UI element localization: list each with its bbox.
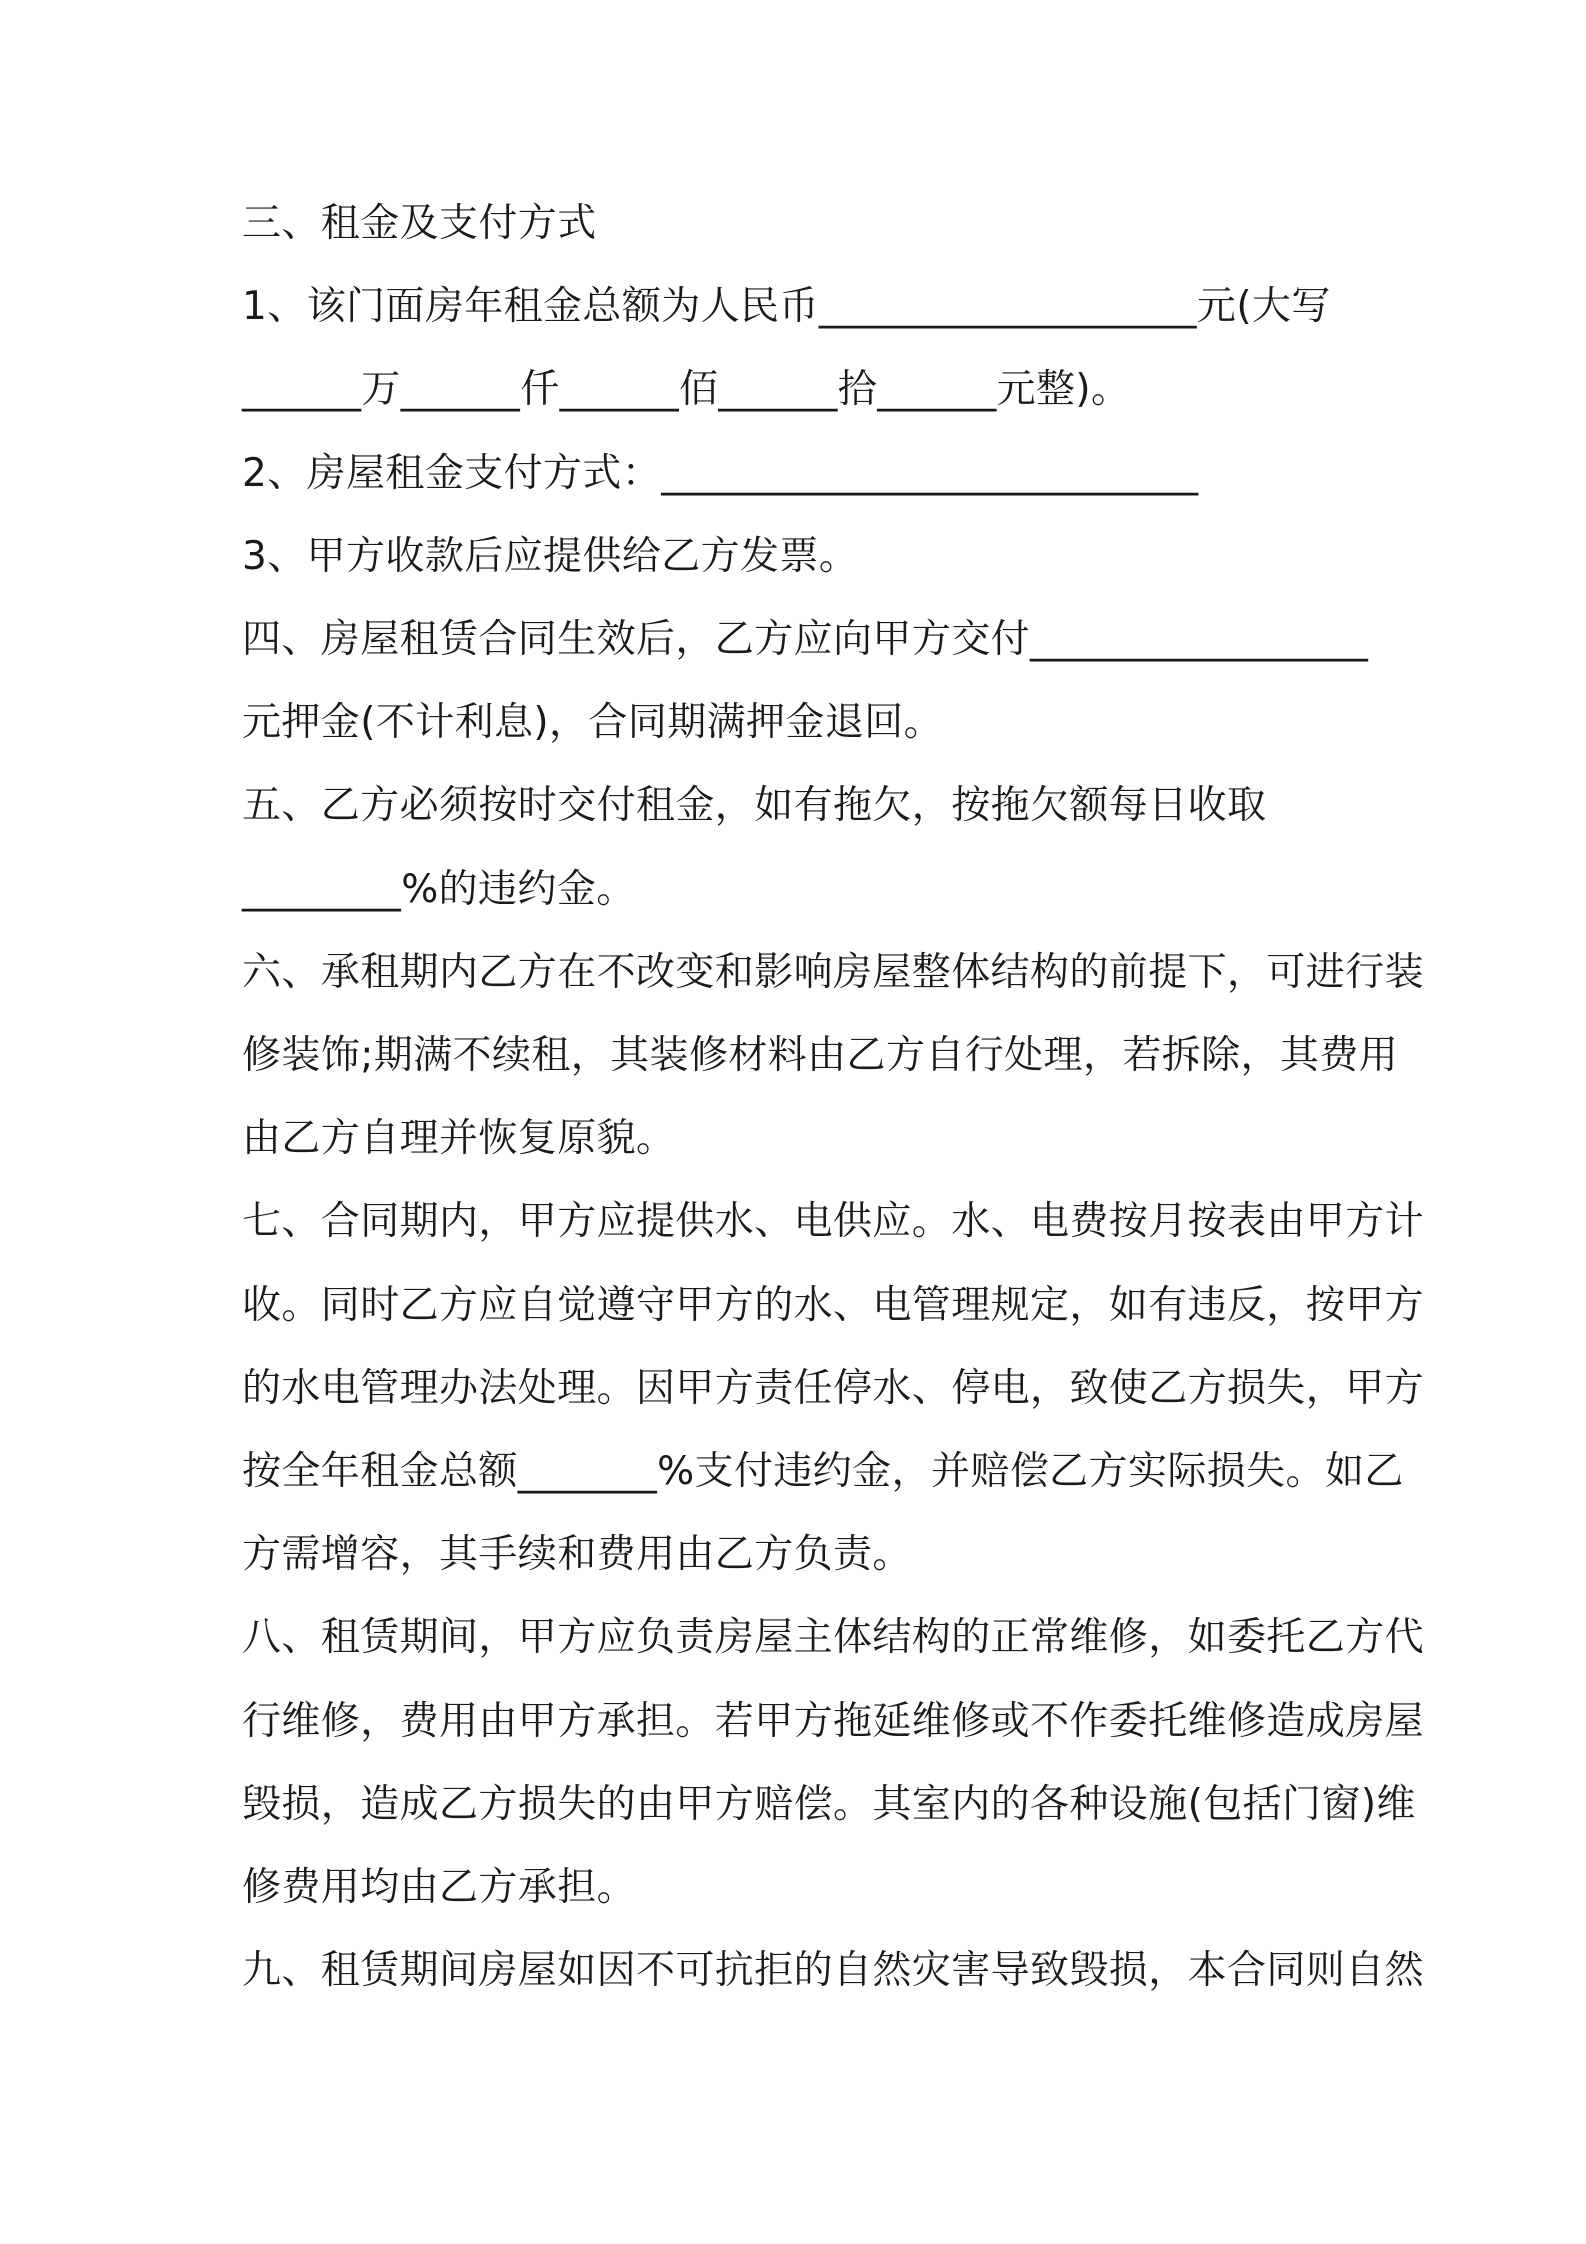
text-line: 由乙方自理并恢复原貌。 [242,1116,676,1161]
text-line: ______万______仟______佰______拾______元整)。 [242,367,1131,412]
text-line: 修装饰;期满不续租，其装修材料由乙方自行处理，若拆除，其费用 [242,1033,1399,1078]
text-line: 的水电管理办法处理。因甲方责任停水、停电，致使乙方损失，甲方 [242,1366,1425,1411]
text-line: 行维修，费用由甲方承担。若甲方拖延维修或不作委托维修造成房屋 [242,1699,1425,1744]
text-line: 修费用均由乙方承担。 [242,1865,637,1910]
text-line: 毁损，造成乙方损失的由甲方赔偿。其室内的各种设施(包括门窗)维 [242,1782,1416,1827]
text-line: 六、承租期内乙方在不改变和影响房屋整体结构的前提下，可进行装 [242,950,1425,995]
text-line: 2、房屋租金支付方式：___________________________ [242,451,1199,496]
text-line: 方需增容，其手续和费用由乙方负责。 [242,1532,912,1577]
text-line: 元押金(不计利息)，合同期满押金退回。 [242,700,944,745]
text-line: 五、乙方必须按时交付租金，如有拖欠，按拖欠额每日收取 [242,783,1267,828]
text-line: ________%的违约金。 [242,867,636,912]
text-line: 九、租赁期间房屋如因不可抗拒的自然灾害导致毁损，本合同则自然 [242,1948,1425,1993]
text-line: 收。同时乙方应自觉遵守甲方的水、电管理规定，如有违反，按甲方 [242,1283,1425,1328]
text-line: 3、甲方收款后应提供给乙方发票。 [242,534,859,579]
text-line: 七、合同期内，甲方应提供水、电供应。水、电费按月按表由甲方计 [242,1199,1425,1244]
section-heading-rent-payment: 三、租金及支付方式 [242,201,597,246]
text-line: 按全年租金总额_______%支付违约金，并赔偿乙方实际损失。如乙 [242,1449,1404,1494]
text-line: 八、租赁期间，甲方应负责房屋主体结构的正常维修，如委托乙方代 [242,1615,1425,1660]
text-line: 四、房屋租赁合同生效后，乙方应向甲方交付_________________ [242,617,1369,662]
text-line: 1、该门面房年租金总额为人民币___________________元(大写 [242,284,1331,329]
